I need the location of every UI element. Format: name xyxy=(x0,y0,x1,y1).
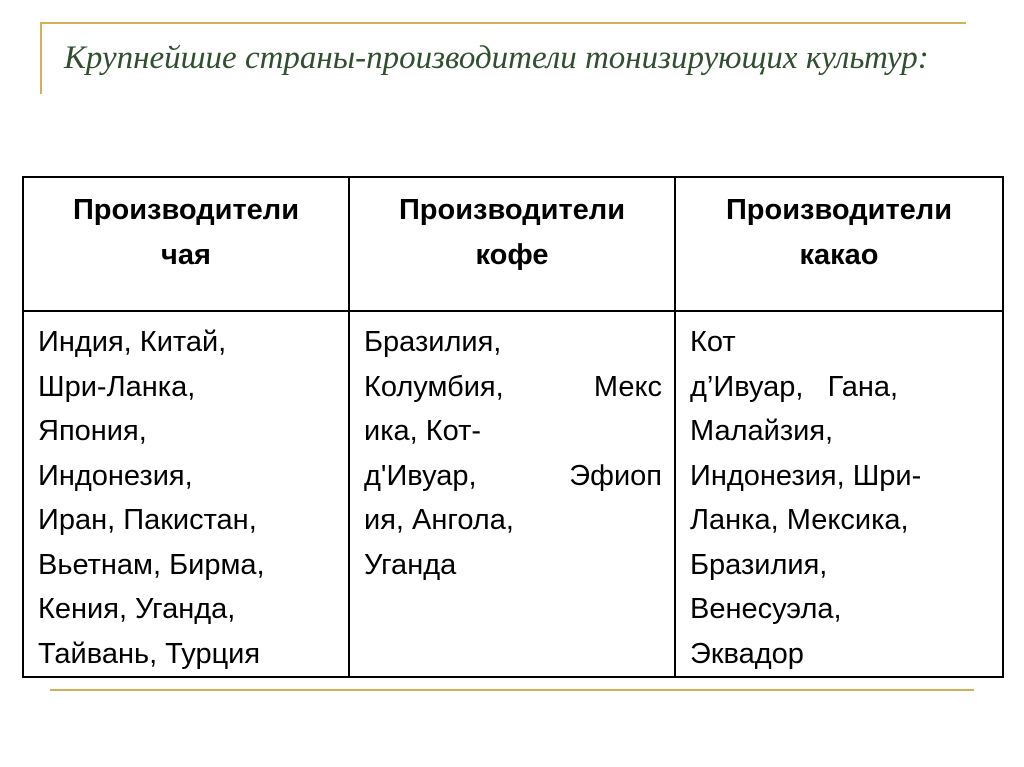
coffee-line: Уганда xyxy=(364,548,457,581)
cocoa-line: Кот xyxy=(690,326,736,358)
header-coffee-line2: кофе xyxy=(475,239,549,271)
cocoa-line: Индонезия, Шри- xyxy=(690,459,922,492)
cocoa-line xyxy=(690,365,990,410)
cocoa-line: Венесуэла, xyxy=(690,593,842,625)
tea-producers-cell xyxy=(23,311,349,677)
coffee-word: Эфиоп xyxy=(569,459,662,492)
cocoa-line: Бразилия, xyxy=(690,548,828,581)
cocoa-line: Ланка, Мексика, xyxy=(690,504,909,536)
coffee-line xyxy=(364,454,662,499)
header-tea xyxy=(23,177,349,311)
coffee-line: ия, Ангола, xyxy=(364,504,514,536)
coffee-line xyxy=(364,365,662,410)
table-header-row xyxy=(23,177,1003,311)
header-tea-line2: чая xyxy=(161,239,211,271)
slide-title: Крупнейшие страны-производители тонизирующих культур: xyxy=(64,40,929,76)
tea-line: Шри-Ланка, xyxy=(38,370,196,403)
header-cocoa-line1: Производители xyxy=(725,194,953,226)
tea-line: Кения, Уганда, xyxy=(38,593,236,625)
table-body-row xyxy=(23,311,1003,677)
tea-line: Индонезия, xyxy=(38,459,193,492)
coffee-word: Мекс xyxy=(593,370,662,403)
header-cocoa xyxy=(675,177,1003,311)
coffee-word: Колумбия, xyxy=(364,370,504,403)
coffee-producers-cell xyxy=(349,311,675,677)
coffee-word: д'Ивуар, xyxy=(364,459,477,492)
bottom-decorative-rule xyxy=(50,689,974,691)
coffee-line: ика, Кот- xyxy=(364,415,482,447)
cocoa-producers-cell xyxy=(675,311,1003,677)
header-tea-line1: Производители xyxy=(72,194,300,226)
tea-line: Индия, Китай, xyxy=(38,326,227,358)
tea-line: Япония, xyxy=(38,415,147,447)
left-decorative-rule xyxy=(40,22,42,94)
tea-line: Вьетнам, Бирма, xyxy=(38,548,265,581)
top-decorative-rule xyxy=(40,22,966,24)
cocoa-word: Гана, xyxy=(827,370,899,403)
header-coffee-line1: Производители xyxy=(398,194,626,226)
tea-line: Иран, Пакистан, xyxy=(38,504,257,536)
producers-table xyxy=(22,176,1004,678)
coffee-line: Бразилия, xyxy=(364,326,502,358)
cocoa-word: д’Ивуар, xyxy=(690,370,804,403)
header-coffee xyxy=(349,177,675,311)
cocoa-line: Эквадор xyxy=(690,637,804,670)
cocoa-line: Малайзия, xyxy=(690,415,834,447)
header-cocoa-line2: какао xyxy=(799,239,879,271)
tea-line: Тайвань, Турция xyxy=(38,637,261,670)
